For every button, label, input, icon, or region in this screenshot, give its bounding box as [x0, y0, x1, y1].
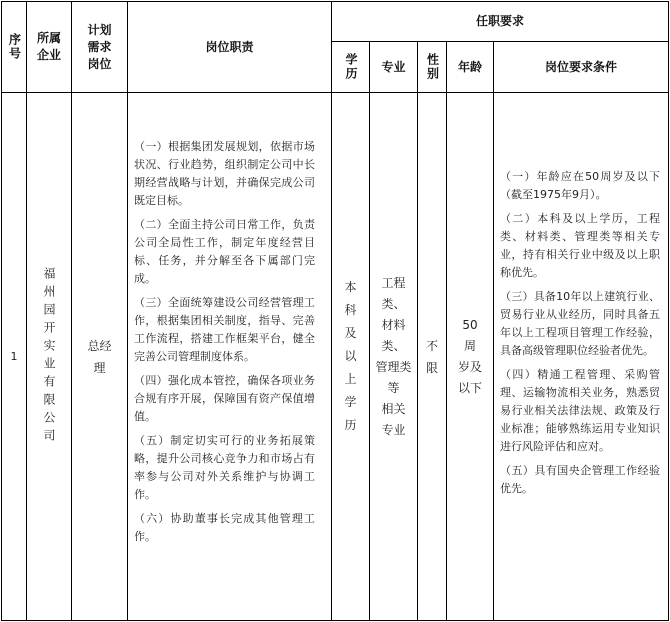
duty-item: （二）全面主持公司日常工作，负责公司全局性工作，制定年度经营目标、任务，并分解至各下属部门完成。: [134, 218, 315, 285]
row-gender: 不限: [417, 92, 447, 621]
row-company: 福州园开实业有限公司: [26, 92, 72, 621]
condition-item: （四）精通工程管理、采购管理、运输物流相关业务，熟悉贸易行业相关法律法规、政策及行业标准；能够熟练运用专业知识进行风险评估和应对。: [500, 368, 660, 453]
header-company: 所属企业: [26, 1, 72, 93]
condition-item: （二）本科及以上学历，工程类、材料类、管理类等相关专业，持有相关行业中级及以上职称优先。: [500, 212, 660, 279]
header-no: 序号: [1, 1, 27, 93]
row-position: 总经理: [71, 92, 128, 621]
condition-item: （一）年龄应在50周岁及以下（截至1975年9月）。: [500, 170, 660, 201]
header-conditions: 岗位要求条件: [493, 41, 669, 93]
duty-item: （六）协助董事长完成其他管理工作。: [134, 512, 315, 543]
condition-item: （五）具有国央企管理工作经验优先。: [500, 464, 660, 495]
duty-item: （三）全面统筹建设公司经营管理工作，根据集团相关制度，指导、完善工作流程，搭建工作框架平台，健全完善公司管理制度体系。: [134, 296, 315, 363]
row-no: 1: [1, 92, 27, 621]
header-major: 专业: [369, 41, 418, 93]
row-major: 工程类、 材料类、 管理类等 相关 专业: [369, 92, 418, 621]
condition-item: （三）具备10年以上建筑行业、贸易行业从业经历，同时具备五年以上工程项目管理工作经验，具备高级管理职位经验者优先。: [500, 290, 660, 357]
duty-item: （一）根据集团发展规划，依据市场状况、行业趋势，组织制定公司中长期经营战略与计划，并确保完成公司既定目标。: [134, 140, 315, 207]
duty-item: （五）制定切实可行的业务拓展策略，提升公司核心竞争力和市场占有率参与公司对外关系维护与协调工作。: [134, 434, 315, 501]
header-gender: 性别: [417, 41, 447, 93]
header-position: 计划需求岗位: [71, 1, 128, 93]
header-requirements: 任职要求: [331, 1, 669, 42]
duty-item: （四）强化成本管控，确保各项业务合规有序开展，保障国有资产保值增值。: [134, 374, 315, 423]
header-duties: 岗位职责: [127, 1, 332, 93]
row-education: 本科及以上学历: [331, 92, 370, 621]
row-age: 50 周 岁及 以下: [446, 92, 494, 621]
row-conditions: [493, 92, 669, 621]
header-education: 学历: [331, 41, 370, 93]
row-duties: [127, 92, 332, 621]
header-age: 年龄: [446, 41, 494, 93]
